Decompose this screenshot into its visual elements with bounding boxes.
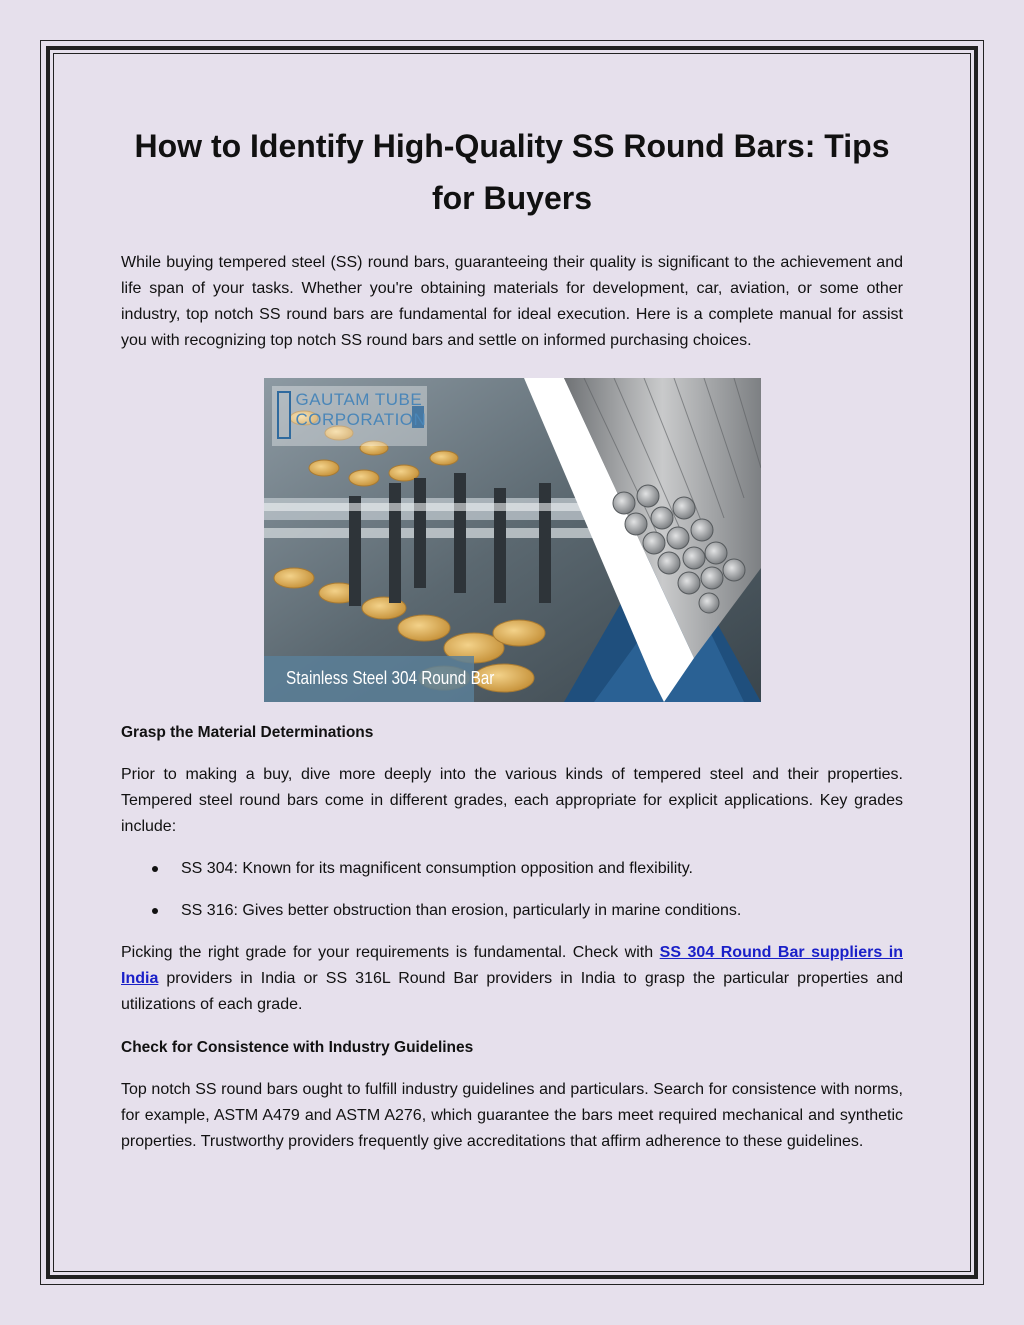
ss304-suppliers-link[interactable]: SS 304 Round Bar suppliers in India: [121, 944, 903, 987]
grade-paragraph-text-end: providers in India or SS 316L Round Bar providers in India to grasp the particular properties and utilizations of each grade.: [121, 970, 903, 1013]
section-heading-material: Grasp the Material Determinations: [121, 724, 374, 741]
section-heading-standards: Check for Consistence with Industry Guidelines: [121, 1039, 474, 1056]
list-item: SS 316: Gives better obstruction than erosion, particularly in marine conditions.: [181, 898, 903, 924]
grade-paragraph: [121, 940, 903, 1018]
logo-text-line1: GAUTAM TUBE: [295, 390, 423, 409]
logo-text-line2: CORPORATION: [295, 410, 427, 429]
intro-paragraph: While buying tempered steel (SS) round bars, guaranteeing their quality is significant to the achievement and life span of your tasks. Whether you're obtaining materials for development, car, aviation, or some other industry, top notch SS round bars are fundamental for ideal execution. Here is a complete manual for assist you with recognizing top notch SS round bars and settle on informed purchasing choices.: [121, 254, 903, 349]
hero-image: [264, 378, 761, 702]
grade-paragraph-text-start: Picking the right grade for your requirements is fundamental. Check with: [121, 944, 660, 961]
standards-paragraph: Top notch SS round bars ought to fulfill industry guidelines and particulars. Search for consistence with norms, for example, ASTM A479 and ASTM A276, which guarantee the bars meet required mechanical and synthetic properties. Trustworthy providers frequently give accreditations that affirm adherence to these guidelines.: [121, 1081, 903, 1150]
list-item: SS 304: Known for its magnificent consumption opposition and flexibility.: [181, 856, 903, 882]
grade-list: [121, 856, 903, 924]
document-body: [121, 120, 903, 1155]
hero-caption: Stainless Steel 304 Round Bar: [285, 668, 494, 688]
page-title: How to Identify High-Quality SS Round Bars: Tips for Buyers: [134, 128, 890, 216]
material-paragraph: Prior to making a buy, dive more deeply into the various kinds of tempered steel and their properties. Tempered steel round bars come in different grades, each appropriate for explicit applications. Key grades include:: [121, 766, 903, 835]
